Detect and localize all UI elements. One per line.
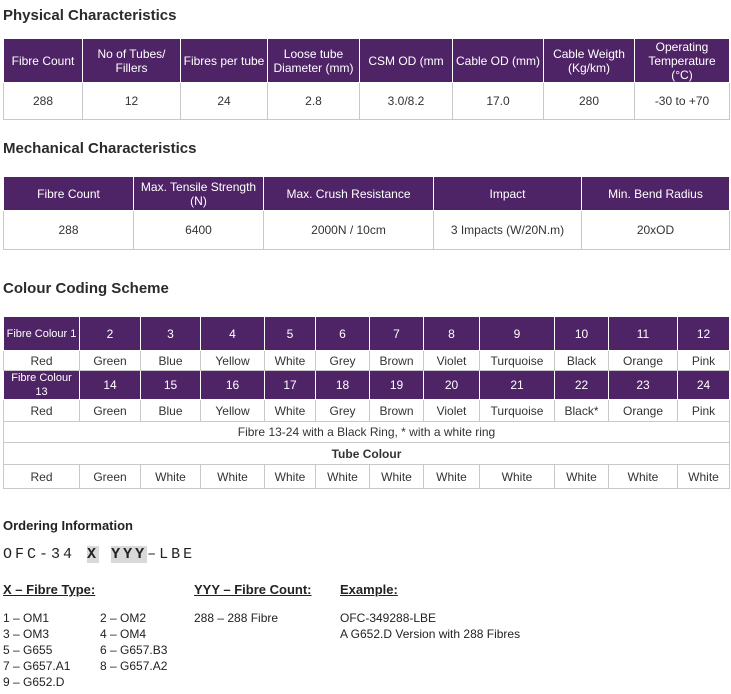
physical-cell: 2.8: [268, 83, 360, 120]
colour-header-cell: 8: [424, 317, 480, 351]
physical-header: Fibres per tube: [181, 39, 268, 83]
colour-cell: Green: [80, 351, 141, 371]
colour-header-cell: 23: [609, 371, 678, 400]
mechanical-header: Max. Crush Resistance: [264, 177, 434, 211]
colour-cell: Violet: [424, 351, 480, 371]
physical-heading: Physical Characteristics: [3, 7, 177, 24]
tube-colour-cell: White: [141, 465, 201, 489]
colour-cell: Pink: [678, 351, 730, 371]
order-code-suffix: –LBE: [147, 546, 196, 563]
mechanical-cell: 20xOD: [582, 211, 730, 250]
fibre-count-item: 288 – 288 Fibre: [194, 611, 279, 625]
colour-header-cell: 22: [555, 371, 609, 400]
fibre-type-item: 3 – OM3: [3, 627, 50, 641]
fibre-type-item: 8 – G657.A2: [100, 659, 168, 673]
tube-colour-cell: White: [480, 465, 555, 489]
colour-cell: Turquoise: [480, 351, 555, 371]
physical-cell: 17.0: [453, 83, 544, 120]
tube-colour-cell: White: [201, 465, 265, 489]
tube-colour-cell: White: [424, 465, 480, 489]
physical-header: Fibre Count: [4, 39, 83, 83]
physical-cell: 288: [4, 83, 83, 120]
colour-header-cell: 11: [609, 317, 678, 351]
fibre-count-heading: YYY – Fibre Count:: [194, 582, 312, 597]
tube-colour-heading: Tube Colour: [4, 443, 730, 465]
physical-header: Cable OD (mm): [453, 39, 544, 83]
colour-header-cell: 7: [370, 317, 424, 351]
fibre-type-item: 1 – OM1: [3, 611, 50, 625]
mechanical-table: [3, 176, 730, 250]
mechanical-cell: 2000N / 10cm: [264, 211, 434, 250]
colour-header-cell: 9: [480, 317, 555, 351]
mechanical-header: Min. Bend Radius: [582, 177, 730, 211]
mechanical-cell: 3 Impacts (W/20N.m): [434, 211, 582, 250]
colour-header-cell: 4: [201, 317, 265, 351]
colour-table: [3, 316, 730, 489]
tube-colour-cell: Red: [4, 465, 80, 489]
colour-header-cell: 18: [316, 371, 370, 400]
colour-cell: Black*: [555, 400, 609, 422]
mechanical-cell: 6400: [134, 211, 264, 250]
fibre-type-item: 4 – OM4: [100, 627, 147, 641]
physical-cell: 3.0/8.2: [360, 83, 453, 120]
fibre-ring-note: Fibre 13-24 with a Black Ring, * with a white ring: [4, 422, 730, 443]
physical-cell: -30 to +70: [635, 83, 730, 120]
ordering-heading: Ordering Information: [3, 518, 133, 533]
colour-cell: Orange: [609, 400, 678, 422]
mechanical-header: Fibre Count: [4, 177, 134, 211]
mechanical-header: Max. Tensile Strength (N): [134, 177, 264, 211]
mechanical-header: Impact: [434, 177, 582, 211]
colour-cell: Orange: [609, 351, 678, 371]
colour-cell: Yellow: [201, 351, 265, 371]
colour-header-cell: 15: [141, 371, 201, 400]
colour-header-cell: 21: [480, 371, 555, 400]
tube-colour-cell: White: [555, 465, 609, 489]
colour-header-cell: 12: [678, 317, 730, 351]
tube-colour-cell: Green: [80, 465, 141, 489]
colour-header-cell: 24: [678, 371, 730, 400]
colour-header-cell: 19: [370, 371, 424, 400]
colour-header-cell: 5: [265, 317, 316, 351]
order-code-x: X: [87, 546, 100, 563]
colour-heading: Colour Coding Scheme: [3, 280, 169, 297]
colour-header-cell: 20: [424, 371, 480, 400]
colour-cell: Turquoise: [480, 400, 555, 422]
colour-header-cell: 10: [555, 317, 609, 351]
colour-header-cell: 6: [316, 317, 370, 351]
physical-header: No of Tubes/ Fillers: [83, 39, 181, 83]
colour-cell: Pink: [678, 400, 730, 422]
order-code-prefix: OFC-34: [3, 546, 76, 563]
colour-cell: Green: [80, 400, 141, 422]
fibre-type-item: 6 – G657.B3: [100, 643, 168, 657]
tube-colour-cell: White: [265, 465, 316, 489]
colour-cell: Blue: [141, 400, 201, 422]
example-line: A G652.D Version with 288 Fibres: [340, 627, 521, 641]
physical-header: Operating Temperature (°C): [635, 39, 730, 83]
colour-cell: Brown: [370, 351, 424, 371]
physical-cell: 24: [181, 83, 268, 120]
example-heading: Example:: [340, 582, 398, 597]
colour-header-cell: 2: [80, 317, 141, 351]
order-code-yyy: YYY: [111, 546, 148, 563]
colour-cell: Violet: [424, 400, 480, 422]
colour-cell: Red: [4, 351, 80, 371]
colour-header-cell: 14: [80, 371, 141, 400]
mechanical-cell: 288: [4, 211, 134, 250]
physical-header: CSM OD (mm: [360, 39, 453, 83]
fibre-type-item: 7 – G657.A1: [3, 659, 71, 673]
physical-table: [3, 38, 730, 120]
mechanical-heading: Mechanical Characteristics: [3, 140, 197, 157]
colour-header-cell: 3: [141, 317, 201, 351]
tube-colour-cell: White: [609, 465, 678, 489]
physical-header: Loose tube Diameter (mm): [268, 39, 360, 83]
colour-cell: Yellow: [201, 400, 265, 422]
fibre-type-item: 2 – OM2: [100, 611, 147, 625]
physical-cell: 12: [83, 83, 181, 120]
colour-cell: White: [265, 351, 316, 371]
fibre-type-item: 9 – G652.D: [3, 675, 65, 689]
colour-cell: Grey: [316, 351, 370, 371]
colour-cell: White: [265, 400, 316, 422]
colour-cell: Black: [555, 351, 609, 371]
colour-cell: Grey: [316, 400, 370, 422]
colour-cell: Red: [4, 400, 80, 422]
fibre-type-heading: X – Fibre Type:: [3, 582, 96, 597]
colour-cell: Brown: [370, 400, 424, 422]
tube-colour-cell: White: [678, 465, 730, 489]
colour-header-cell: Fibre Colour 13: [4, 371, 80, 400]
colour-header-cell: 16: [201, 371, 265, 400]
colour-header-cell: 17: [265, 371, 316, 400]
tube-colour-cell: White: [370, 465, 424, 489]
physical-header: Cable Weigth (Kg/km): [544, 39, 635, 83]
physical-cell: 280: [544, 83, 635, 120]
example-line: OFC-349288-LBE: [340, 611, 437, 625]
order-code: [3, 546, 195, 563]
fibre-type-item: 5 – G655: [3, 643, 53, 657]
colour-cell: Blue: [141, 351, 201, 371]
colour-header-cell: Fibre Colour 1: [4, 317, 80, 351]
tube-colour-cell: White: [316, 465, 370, 489]
